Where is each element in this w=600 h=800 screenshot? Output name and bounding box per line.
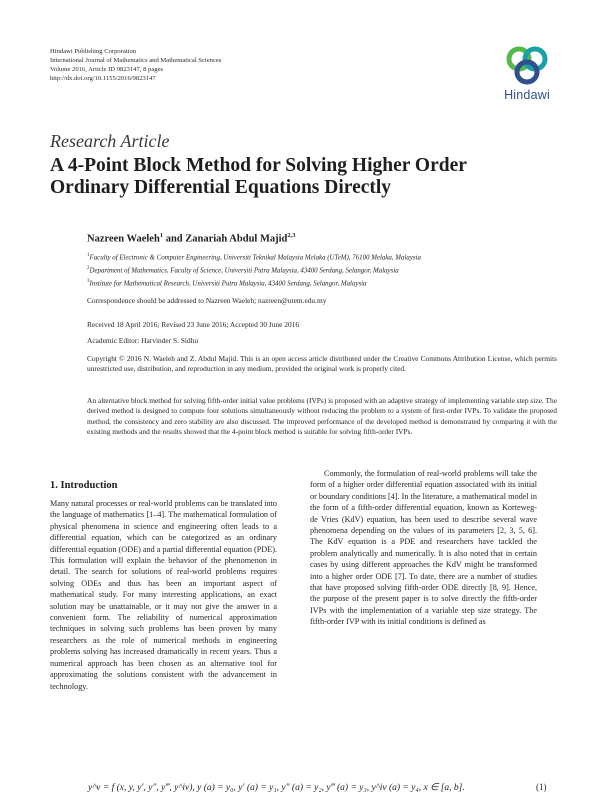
hindawi-rings-icon [505,43,549,87]
journal-name: International Journal of Mathematics and Mathematical Sciences [50,56,222,64]
equation-1: y^v = f (x, y, y′, y″, y‴, y^iv), y (a) = y₀, y′ (a) = y₁, y″ (a) = y₂, y‴ (a) = y₃, y^iv (a) = y₄, x ∈ [a, b]. [88,783,465,793]
paper-title [50,155,530,199]
section-heading: 1. Introduction [50,480,118,491]
affiliation-text: Institute for Mathematical Research, Universiti Putra Malaysia, 43400 Serdang, Selangor, Malaysia [89,280,367,288]
intro-right-column: Commonly, the formulation of real-world problems will take the form of a higher order differential equation associated with its initial or boundary conditions [4]. In the literature, a mathematical model in the form of a fifth-order differential equation, known as Korteweg-de Vries (KdV) equation, has been used to describe several wave phenomena depending on the values of its parameters [2, 3, 5, 6]. The KdV equation is a PDE and researchers have tackled the problem analytically and numerically. It is also noted that in certain cases by using different approaches the KdV might be transformed into a higher order ODE [7]. To date, there are a number of studies that have proposed solving fifth-order ODE directly [8, 9]. Hence, the purpose of the present paper is to solve directly the fifth-order IVPs with the implementation of a variable step size strategy. The fifth-order IVP with its initial conditions is defined as [310,469,537,627]
correspondence: Correspondence should be addressed to Nazreen Waeleh; nazreen@utem.edu.my [87,296,327,305]
article-dates: Received 18 April 2016; Revised 23 June 2016; Accepted 30 June 2016 [87,320,300,329]
volume-info: Volume 2016, Article ID 9823147, 8 pages [50,65,164,73]
affiliation-mark: 2 [87,265,90,271]
affiliation [87,264,557,277]
author-name: Nazreen Waeleh [87,233,160,245]
article-type: Research Article [50,131,170,151]
doi-link[interactable]: http://dx.doi.org/10.1155/2016/9823147 [50,74,156,82]
equation-number: (1) [536,782,547,792]
author-list [87,232,296,245]
author-affiliation-mark: 1 [159,232,164,239]
publisher: Hindawi Publishing Corporation [50,48,137,55]
title-line: Ordinary Differential Equations Directly [50,177,392,198]
author-affiliation-mark: 2,3 [287,232,296,239]
affiliation-mark: 1 [87,253,90,258]
hindawi-logo [496,43,558,102]
logo-text: Hindawi [504,88,550,102]
author-name: Zanariah Abdul Majid [185,233,288,245]
affiliation-text: Department of Mathematics, Faculty of Science, Universiti Putra Malaysia, 43400 Serdang, Selangor, Malaysia [89,267,399,275]
abstract: An alternative block method for solving fifth-order initial value problems (IVPs) is proposed with an adaptive strategy of implementing variable step size. The derived method is designed to compute four solutions simultaneously without reducing the problem to a system of first-order IVPs. To validate the proposed method, the consistency and zero stability are also discussed. The improved performance of the developed method is demonstrated by comparing it with the existing methods and the results showed that the 4-point block method is suitable for solving fifth-order IVPs. [87,396,557,437]
academic-editor: Academic Editor: Harvinder S. Sidhu [87,336,199,345]
affiliation-text: Faculty of Electronic & Computer Engineering, Universiti Teknikal Malaysia Melaka (UTeM), 76100 Melaka, Malaysia [89,254,421,262]
intro-left-column: Many natural processes or real-world problems can be translated into the language of mathematics [1–4]. The mathematical formulation of physical phenomena in science and engineering often leads to a differential equation, which can be categorized as an ordinary differential equation (ODE) and a partial differential equation (PDE). This formulation will explain the behavior of the phenomenon in detail. The search for solutions of real-world problems requires solving ODEs and thus has been an important aspect of mathematical study. For many interesting applications, an exact solution may be unattainable, or it may not give the answer in a convenient form. The reliability of numerical approximation techniques in solving such problems has been proven by many researchers as the role of numerical methods in engineering problems solving has increased dramatically in recent years. Thus a numerical approach has been chosen as an alternative tool for approximating the solutions consistent with the advancement in technology. [50,499,277,691]
copyright-notice: Copyright © 2016 N. Waeleh and Z. Abdul Majid. This is an open access article distributed under the Creative Commons Attribution License, which permits unrestricted use, distribution, and reproduction in any medium, provided the original work is properly cited. [87,354,557,374]
affiliations [87,251,557,290]
affiliation-mark: 3 [87,278,90,284]
title-line: A 4-Point Block Method for Solving Higher Order [50,155,467,176]
author-conjunction: and [163,233,186,245]
journal-info [50,48,221,84]
affiliation [87,251,557,264]
affiliation [87,277,557,290]
